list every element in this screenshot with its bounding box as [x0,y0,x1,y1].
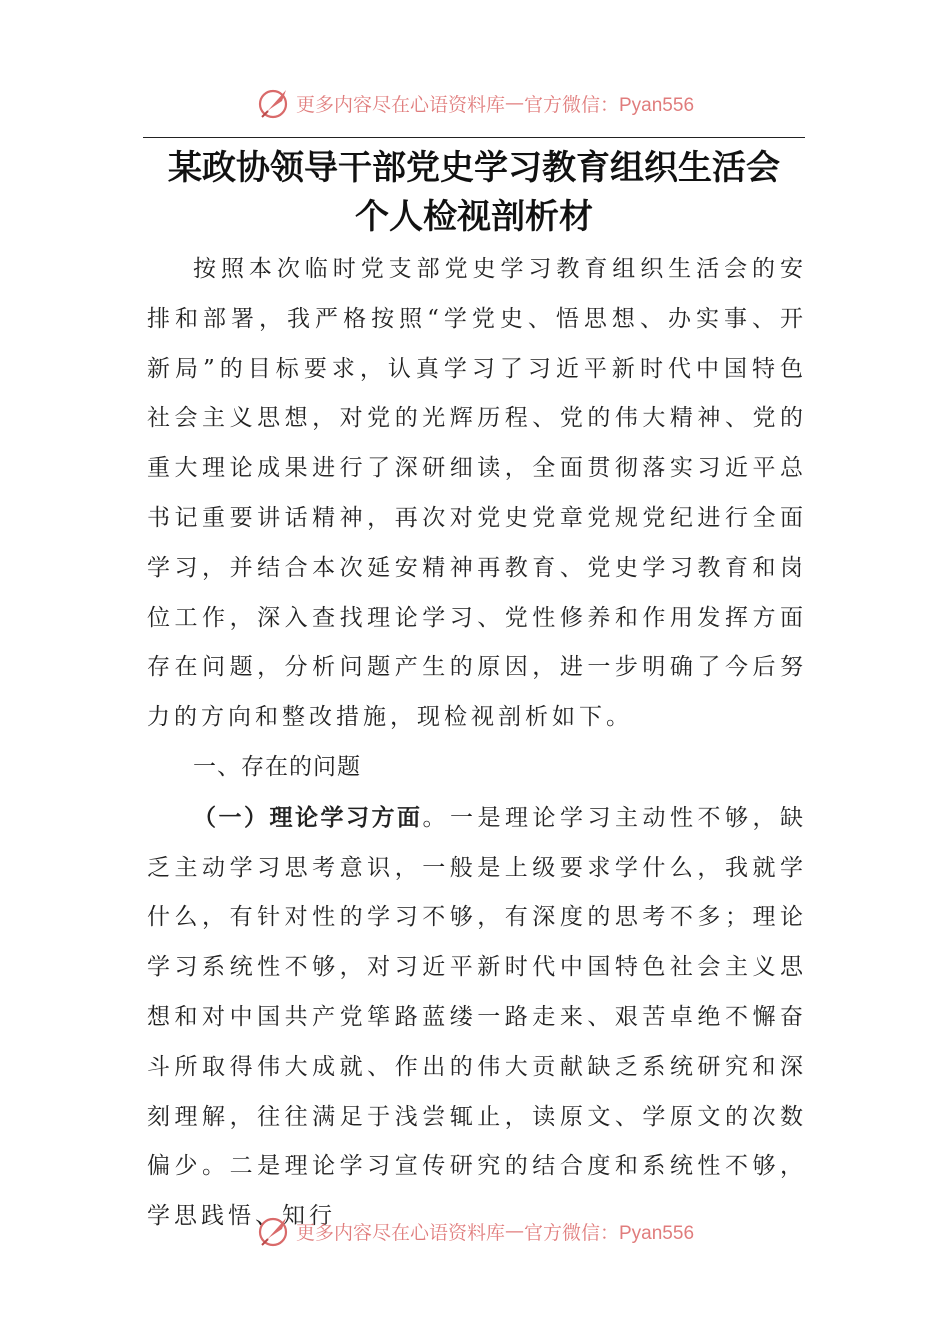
header-watermark [0,83,950,123]
watermark-dash: — [505,1220,524,1242]
watermark-tail-text: 官方微信：Pyan556 [524,1222,695,1244]
subsection-heading: （一）理论学习方面 [193,803,423,831]
title-line-2: 个人检视剖析材 [355,197,593,237]
quill-logo-icon [256,85,292,121]
section-heading: 一、存在的问题 [193,753,361,780]
intro-paragraph: 按照本次临时党支部党史学习教育组织生活会的安排和部署，我严格按照“学党史、悟思想、办实事、开新局”的目标要求，认真学习了习近平新时代中国特色社会主义思想，对党的光辉历程、党的伟大精神、党的重大理论成果进行了深研细读，全面贯彻落实习近平总书记重要讲话精神，再次对党史党章党规党纪进行全面学习，并结合本次延安精神再教育、党史学习教育和岗位工作，深入查找理论学习、党性修养和作用发挥方面存在问题，分析问题产生的原因，进一步明确了今后努力的方向和整改措施，现检视剖析如下。 [147,256,807,731]
document-title [143,144,805,242]
watermark-main-text: 更多内容尽在心语资料库 [295,1221,505,1244]
quill-logo-icon [256,1213,292,1249]
footer-watermark [0,1211,950,1251]
document-body [147,245,807,1242]
subsection-paragraph [147,793,807,1242]
watermark-main-text: 更多内容尽在心语资料库 [295,93,505,116]
subsection-text: 。一是理论学习主动性不够，缺乏主动学习思考意识，一般是上级要求学什么，我就学什么，有针对性的学习不够，有深度的思考不多；理论学习系统性不够，对习近平新时代中国特色社会主义思想和对中国共产党筚路蓝缕一路走来、艰苦卓绝不懈奋斗所取得伟大成就、作出的伟大贡献缺乏系统研究和深刻理解，往往满足于浅尝辄止，读原文、学原文的次数偏少。二是理论学习宣传研究的结合度和系统性不够，学思践悟、知行 [147,804,807,1230]
watermark-dash: — [505,92,524,114]
title-line-1: 某政协领导干部党史学习教育组织生活会 [168,148,780,188]
watermark-tail-text: 官方微信：Pyan556 [524,94,695,116]
header-rule [143,137,805,138]
